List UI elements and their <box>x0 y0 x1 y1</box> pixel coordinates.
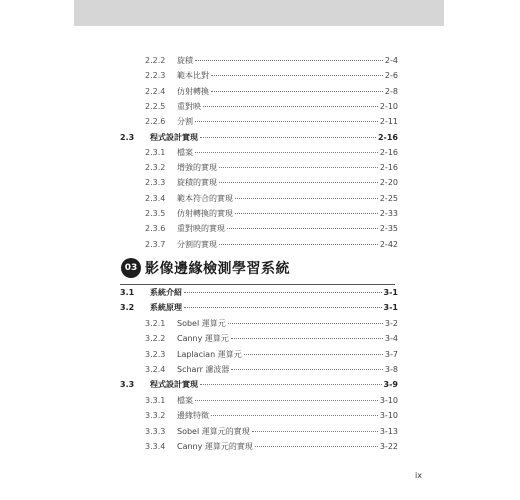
toc-entry-page: 3-9 <box>383 380 398 390</box>
toc-entry <box>120 379 398 391</box>
chapter-number-badge: 03 <box>121 258 141 278</box>
dot-leader <box>235 198 378 199</box>
toc-entry <box>145 162 398 174</box>
toc-entry-number: 2.2.3 <box>145 71 166 81</box>
toc-entry <box>145 395 398 407</box>
toc-entry-title: Canny 運算元 <box>177 334 229 344</box>
toc-entry <box>145 333 398 345</box>
toc-entry-page: 2-4 <box>384 56 398 65</box>
dot-leader <box>227 228 378 229</box>
toc-entry-number: 2.2.6 <box>145 117 166 127</box>
dot-leader <box>184 307 382 308</box>
toc-entry-number: 3.3.2 <box>145 411 166 421</box>
toc-entry-title: 旋積的實現 <box>177 178 217 188</box>
toc-entry-page: 3-1 <box>383 303 398 313</box>
dot-leader <box>219 244 378 245</box>
toc-entry-title: 增強的實現 <box>177 163 217 173</box>
dot-leader <box>195 152 378 153</box>
toc-entry-title: Sobel 運算元 <box>177 318 226 328</box>
dot-leader <box>219 182 378 183</box>
toc-entry <box>145 364 398 376</box>
toc-entry-page: 3-10 <box>379 411 398 421</box>
toc-entry-page: 2-16 <box>379 147 398 157</box>
dot-leader <box>244 354 383 355</box>
toc-entry-title: 旋積 <box>177 56 193 65</box>
toc-entry-title: 仿射轉換 <box>177 86 209 96</box>
toc-entry-page: 2-42 <box>379 239 398 249</box>
toc-entry <box>120 302 398 314</box>
chapter-divider <box>120 284 395 285</box>
toc-entry <box>145 55 398 67</box>
toc-entry-page: 3-4 <box>384 334 398 344</box>
toc-entry-title: 系統介紹 <box>150 288 182 297</box>
dot-leader <box>255 446 378 447</box>
toc-entry <box>145 239 398 251</box>
toc-entry-page: 3-2 <box>384 318 398 328</box>
toc-entry-title: 仿射轉換的實現 <box>177 209 233 218</box>
toc-entry-title: 邊緣特徵 <box>177 411 209 421</box>
toc-entry <box>145 318 398 330</box>
toc-entry-title: Sobel 運算元的實現 <box>177 426 250 436</box>
dot-leader <box>211 91 383 92</box>
header-band <box>74 0 444 26</box>
toc-entry-number: 2.2.5 <box>145 101 166 111</box>
toc-entry <box>145 193 398 205</box>
chapter-title: 影像邊緣檢測學習系統 <box>145 261 290 277</box>
toc-entry-page: 2-16 <box>377 132 398 142</box>
toc-entry <box>120 287 398 299</box>
toc-entry-page: 2-8 <box>384 86 398 96</box>
toc-entry-number: 3.2.4 <box>145 365 166 374</box>
dot-leader <box>252 431 378 432</box>
toc-entry-title: 程式設計實現 <box>150 380 198 390</box>
toc-entry-title: Canny 運算元的實現 <box>177 442 253 451</box>
chapter-heading <box>121 258 290 278</box>
toc-entry-page: 2-35 <box>379 224 398 234</box>
toc-entry-number: 3.2.3 <box>145 349 166 359</box>
dot-leader <box>200 137 376 138</box>
toc-entry-title: 系統原理 <box>150 303 182 313</box>
toc-entry <box>145 441 398 453</box>
toc-entry-page: 3-8 <box>384 365 398 374</box>
toc-entry-page: 2-33 <box>379 209 398 218</box>
toc-entry <box>145 410 398 422</box>
toc-entry-title: 分割 <box>177 117 193 127</box>
toc-entry-number: 2.3.2 <box>145 163 166 173</box>
dot-leader <box>195 400 378 401</box>
toc-entry-number: 2.3.1 <box>145 147 166 157</box>
dot-leader <box>228 323 383 324</box>
toc-entry-number: 2.2.2 <box>145 56 166 65</box>
toc-entry-page: 3-7 <box>384 349 398 359</box>
toc-entry <box>145 101 398 113</box>
toc-entry <box>145 223 398 235</box>
toc-entry-page: 2-20 <box>379 178 398 188</box>
toc-entry-number: 3.3 <box>120 380 135 390</box>
toc-entry-title: Laplacian 運算元 <box>177 349 242 359</box>
dot-leader <box>195 60 383 61</box>
toc-entry <box>145 116 398 128</box>
toc-entry-number: 2.3.5 <box>145 209 166 218</box>
dot-leader <box>211 415 378 416</box>
toc-entry-title: 分割的實現 <box>177 239 217 249</box>
toc-entry <box>145 426 398 438</box>
toc-entry-page: 2-6 <box>384 71 398 81</box>
dot-leader <box>195 121 378 122</box>
toc-entry-number: 2.3 <box>120 132 135 142</box>
toc-entry <box>145 86 398 98</box>
toc-entry-number: 3.2 <box>120 303 135 313</box>
toc-entry-title: 重對映 <box>177 101 201 111</box>
toc-entry-number: 3.2.1 <box>145 318 166 328</box>
toc-entry-title: 範本符合的實現 <box>177 193 233 203</box>
toc-entry <box>145 349 398 361</box>
toc-entry-page: 3-10 <box>379 395 398 405</box>
dot-leader <box>200 384 382 385</box>
dot-leader <box>235 213 378 214</box>
toc-entry <box>145 70 398 82</box>
dot-leader <box>231 369 382 370</box>
dot-leader <box>203 106 378 107</box>
toc-entry-page: 3-22 <box>379 442 398 451</box>
toc-entry-number: 2.3.7 <box>145 239 166 249</box>
page-number: ix <box>415 471 422 480</box>
toc-entry <box>145 147 398 159</box>
toc-entry-title: 檔案 <box>177 395 193 405</box>
toc-entry-number: 3.3.1 <box>145 395 166 405</box>
toc-entry-number: 2.2.4 <box>145 86 166 96</box>
toc-entry-title: 程式設計實現 <box>150 132 198 142</box>
dot-leader <box>231 338 383 339</box>
toc-entry-title: 檔案 <box>177 147 193 157</box>
toc-entry-page: 2-16 <box>379 163 398 173</box>
toc-entry-page: 2-25 <box>379 193 398 203</box>
toc-entry-number: 3.1 <box>120 288 135 297</box>
toc-entry-number: 3.2.2 <box>145 334 166 344</box>
toc-entry-number: 2.3.3 <box>145 178 166 188</box>
toc-entry-number: 2.3.4 <box>145 193 166 203</box>
toc-entry-page: 3-13 <box>379 426 398 436</box>
dot-leader <box>219 167 378 168</box>
toc-entry <box>120 132 398 144</box>
dot-leader <box>211 75 383 76</box>
toc-entry-title: Scharr 濾波器 <box>177 365 230 374</box>
toc-entry-page: 2-11 <box>379 117 398 127</box>
toc-entry-page: 2-10 <box>379 101 398 111</box>
toc-entry-title: 範本比對 <box>177 71 209 81</box>
dot-leader <box>184 292 382 293</box>
toc-entry-number: 2.3.6 <box>145 224 166 234</box>
toc-entry-number: 3.3.3 <box>145 426 166 436</box>
toc-entry <box>145 177 398 189</box>
toc-entry-number: 3.3.4 <box>145 442 166 451</box>
toc-entry <box>145 208 398 220</box>
toc-entry-title: 重對映的實現 <box>177 224 225 234</box>
toc-entry-page: 3-1 <box>383 288 398 297</box>
